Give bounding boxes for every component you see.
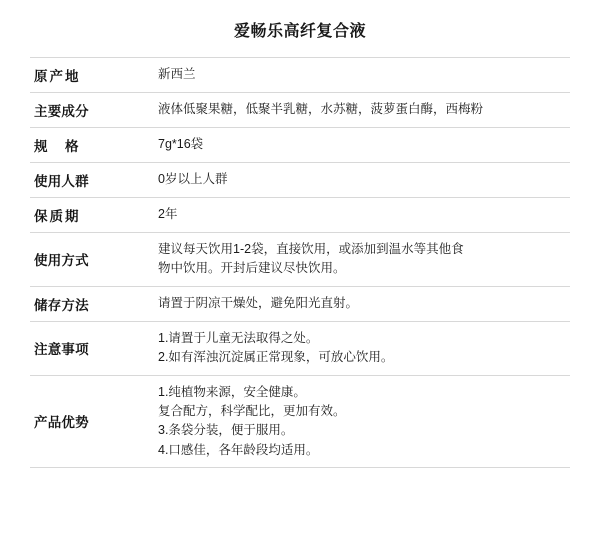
table-row [30, 198, 570, 233]
row-value-ingredients [154, 93, 570, 128]
row-label-specification: 规 格 [34, 139, 81, 154]
row-value-origin [154, 58, 570, 93]
row-value-specification [154, 128, 570, 163]
row-value-target-group [154, 163, 570, 198]
table-row [30, 163, 570, 198]
value-line: 2.如有浑浊沉淀属正常现象，可放心饮用。 [158, 350, 394, 365]
row-label-origin: 原产地 [34, 69, 81, 84]
row-label-usage: 使用方式 [34, 253, 89, 269]
value-line: 复合配方，科学配比，更加有效。 [158, 403, 346, 418]
value-line: 4.口感佳，各年龄段均适用。 [158, 442, 319, 457]
page-title: 爱畅乐高纤复合液 [233, 23, 366, 40]
table-row [30, 58, 570, 93]
row-value-shelf-life [154, 198, 570, 233]
table-row [30, 128, 570, 163]
row-value-storage [154, 286, 570, 321]
row-value-usage [154, 233, 570, 287]
table-row [30, 375, 570, 468]
row-label-advantages: 产品优势 [34, 415, 89, 431]
row-label-shelf-life: 保质期 [34, 209, 81, 224]
table-row [30, 93, 570, 128]
row-label-storage: 储存方法 [34, 297, 89, 313]
row-label-target-group: 使用人群 [34, 174, 89, 189]
value-line: 2年 [158, 207, 178, 222]
value-line: 1.纯植物来源，安全健康。 [158, 384, 306, 399]
value-line: 3.条袋分装，便于服用。 [158, 423, 294, 438]
row-value-advantages [154, 375, 570, 468]
row-label-ingredients: 主要成分 [34, 104, 89, 119]
value-line: 液体低聚果糖，低聚半乳糖，水苏糖，菠萝蛋白酶，西梅粉 [158, 102, 484, 117]
value-line: 1.请置于儿童无法取得之处。 [158, 330, 319, 345]
row-value-cautions [154, 321, 570, 375]
spec-table-body [30, 58, 570, 468]
row-label-cautions: 注意事项 [34, 342, 89, 358]
table-row [30, 286, 570, 321]
value-line: 请置于阴凉干燥处，避免阳光直射。 [158, 296, 359, 311]
value-line: 0岁以上人群 [158, 172, 228, 187]
value-line: 物中饮用。开封后建议尽快饮用。 [158, 261, 346, 276]
value-line: 7g*16袋 [158, 137, 204, 152]
table-row [30, 233, 570, 287]
spec-table [30, 57, 570, 468]
value-line: 建议每天饮用1-2袋，直接饮用，或添加到温水等其他食 [158, 242, 464, 256]
table-row [30, 321, 570, 375]
value-line: 新西兰 [158, 67, 196, 82]
